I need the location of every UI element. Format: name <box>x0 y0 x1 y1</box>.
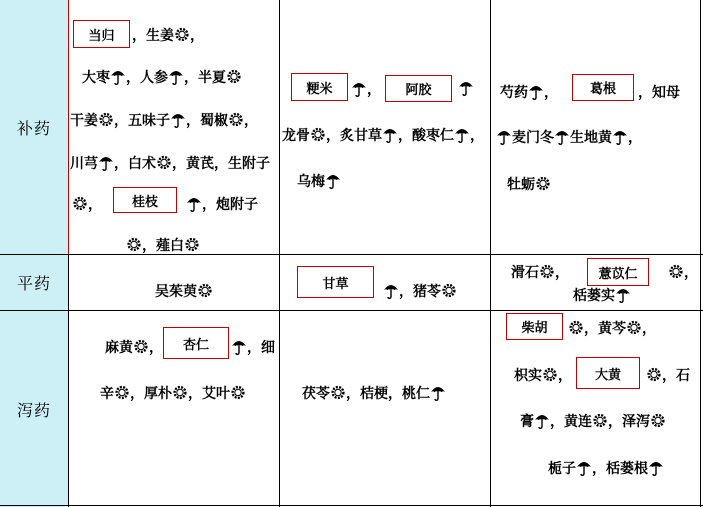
herb-text: ， <box>367 82 381 98</box>
text-line <box>646 365 690 385</box>
flower-icon <box>650 412 666 429</box>
herb-box: 阿胶 <box>385 75 452 102</box>
herb-text: ，炙甘草 <box>326 128 382 144</box>
herb-box: 葛根 <box>572 74 634 101</box>
herb-box: 杏仁 <box>163 327 229 359</box>
herb-text: ，厚朴 <box>130 386 172 402</box>
umbrella-icon <box>534 412 550 429</box>
umbrella-icon <box>382 126 398 143</box>
text-line <box>548 458 664 478</box>
herb-text: ， <box>244 113 258 129</box>
text-line <box>100 383 246 403</box>
flower-icon <box>114 384 130 401</box>
text-line <box>383 281 457 301</box>
flower-icon <box>535 175 551 192</box>
text-line <box>514 365 572 385</box>
herb-text: ， <box>555 265 569 281</box>
text-line <box>496 127 642 147</box>
herb-text: ，炮附子 <box>202 197 258 213</box>
text-line <box>638 82 680 102</box>
herb-text: ，猪苓 <box>399 284 441 300</box>
herb-text: 茯苓 <box>302 386 330 402</box>
umbrella-icon <box>458 79 474 96</box>
herb-text: 龙骨 <box>282 128 310 144</box>
text-line <box>126 235 200 255</box>
herb-text: 枳实 <box>514 368 542 384</box>
herb-text: ，泽泻 <box>608 414 650 430</box>
text-line <box>568 318 656 338</box>
flower-icon <box>226 68 242 85</box>
herb-text: ，白术 <box>114 156 156 172</box>
herb-text: 乌梅 <box>297 174 325 190</box>
herb-text: 麻黄 <box>105 340 133 356</box>
herb-text: 牡蛎 <box>507 177 535 193</box>
row-divider <box>0 254 703 255</box>
flower-icon <box>310 126 326 143</box>
text-line <box>351 79 381 99</box>
text-line <box>282 125 484 145</box>
umbrella-icon <box>170 111 186 128</box>
herb-text: ，细 <box>247 340 275 356</box>
text-line <box>507 174 551 194</box>
herb-box: 大黄 <box>576 357 640 389</box>
umbrella-icon <box>168 68 184 85</box>
column-divider <box>490 0 491 507</box>
umbrella-icon <box>351 80 367 97</box>
umbrella-icon <box>110 68 126 85</box>
flower-icon <box>98 111 114 128</box>
herb-box: 薏苡仁 <box>587 258 649 286</box>
herb-text: ， <box>684 265 698 281</box>
herb-text: ，生姜 <box>132 28 174 44</box>
herb-text: 麦门冬 <box>512 130 554 146</box>
herb-text: 川芎 <box>70 156 98 172</box>
flower-icon <box>133 338 149 355</box>
herb-text: 芍药 <box>500 85 528 101</box>
herb-text: ，栝蒌根 <box>592 461 648 477</box>
herb-text: ，五味子 <box>114 113 170 129</box>
herb-text: 大枣 <box>82 70 110 86</box>
herb-text: ，人参 <box>126 70 168 86</box>
text-line <box>132 25 204 45</box>
text-line <box>520 411 666 431</box>
umbrella-icon <box>648 459 664 476</box>
text-line <box>297 171 341 191</box>
herb-text: ， <box>470 128 484 144</box>
text-line <box>155 281 213 301</box>
flower-icon <box>539 263 555 280</box>
flower-icon <box>72 195 88 212</box>
herb-text: 滑石 <box>511 265 539 281</box>
herb-text: 辛 <box>100 386 114 402</box>
herb-text: ，半夏 <box>184 70 226 86</box>
highlight-edge <box>68 0 69 254</box>
text-line <box>458 79 474 97</box>
flower-icon <box>542 366 558 383</box>
herb-text: ， <box>190 28 204 44</box>
umbrella-icon <box>554 128 570 145</box>
flower-icon <box>172 384 188 401</box>
flower-icon <box>197 282 213 299</box>
row-label-tonic: 补药 <box>0 0 69 254</box>
text-line <box>82 67 242 87</box>
umbrella-icon <box>496 128 512 145</box>
umbrella-icon <box>528 83 544 100</box>
row-label-neutral: 平药 <box>0 255 69 310</box>
herb-text: ，石 <box>662 368 690 384</box>
herb-text: 干姜 <box>70 113 98 129</box>
flower-icon <box>568 319 584 336</box>
herb-text: 栀子 <box>548 461 576 477</box>
herb-text: ，知母 <box>638 85 680 101</box>
flower-icon <box>592 412 608 429</box>
herb-text: 吴茱萸 <box>155 284 197 300</box>
umbrella-icon <box>98 154 114 171</box>
herb-box: 当归 <box>73 20 130 48</box>
flower-icon <box>441 282 457 299</box>
herb-text: ，黄芪，生附子 <box>172 156 270 172</box>
flower-icon <box>668 263 684 280</box>
flower-icon <box>228 111 244 128</box>
herb-text: ，桔梗，桃仁 <box>346 386 430 402</box>
text-line <box>105 337 163 357</box>
row-label-purgative: 泻药 <box>0 311 69 507</box>
herb-text: 膏 <box>520 414 534 430</box>
herb-box: 甘草 <box>297 266 374 298</box>
flower-icon <box>184 236 200 253</box>
text-line <box>500 82 558 102</box>
row-divider <box>0 310 703 311</box>
text-line <box>231 337 275 357</box>
umbrella-icon <box>186 195 202 212</box>
text-line <box>511 262 569 282</box>
umbrella-icon <box>576 459 592 476</box>
flower-icon <box>174 26 190 43</box>
herb-text: ，酸枣仁 <box>398 128 454 144</box>
herb-text: ，黄芩 <box>584 321 626 337</box>
text-line <box>72 194 102 214</box>
herb-box: 桂枝 <box>113 187 177 213</box>
text-line <box>573 285 631 305</box>
umbrella-icon <box>430 384 446 401</box>
flower-icon <box>156 154 172 171</box>
flower-icon <box>646 366 662 383</box>
text-line <box>70 153 270 173</box>
herb-text: ， <box>149 340 163 356</box>
flower-icon <box>330 384 346 401</box>
text-line <box>70 110 258 130</box>
row-divider <box>0 505 703 506</box>
herb-box: 粳米 <box>291 73 348 101</box>
umbrella-icon <box>325 172 341 189</box>
herb-box: 柴胡 <box>506 313 563 340</box>
herb-text: ， <box>558 368 572 384</box>
umbrella-icon <box>454 126 470 143</box>
column-divider <box>279 0 280 507</box>
herb-text: 生地黄 <box>570 130 612 146</box>
herb-text: ，薤白 <box>142 238 184 254</box>
column-divider <box>700 0 701 507</box>
herb-text: ， <box>88 197 102 213</box>
text-line <box>302 383 446 403</box>
herb-text: ，蜀椒 <box>186 113 228 129</box>
herb-text: ，艾叶 <box>188 386 230 402</box>
umbrella-icon <box>615 286 631 303</box>
text-line <box>186 194 258 214</box>
flower-icon <box>126 236 142 253</box>
flower-icon <box>230 384 246 401</box>
umbrella-icon <box>383 282 399 299</box>
umbrella-icon <box>231 338 247 355</box>
herb-text: ， <box>628 130 642 146</box>
text-line <box>668 262 698 282</box>
herb-text: ， <box>544 85 558 101</box>
flower-icon <box>626 319 642 336</box>
umbrella-icon <box>612 128 628 145</box>
herb-text: 栝蒌实 <box>573 288 615 304</box>
herb-text: ，黄连 <box>550 414 592 430</box>
herb-text: ， <box>642 321 656 337</box>
